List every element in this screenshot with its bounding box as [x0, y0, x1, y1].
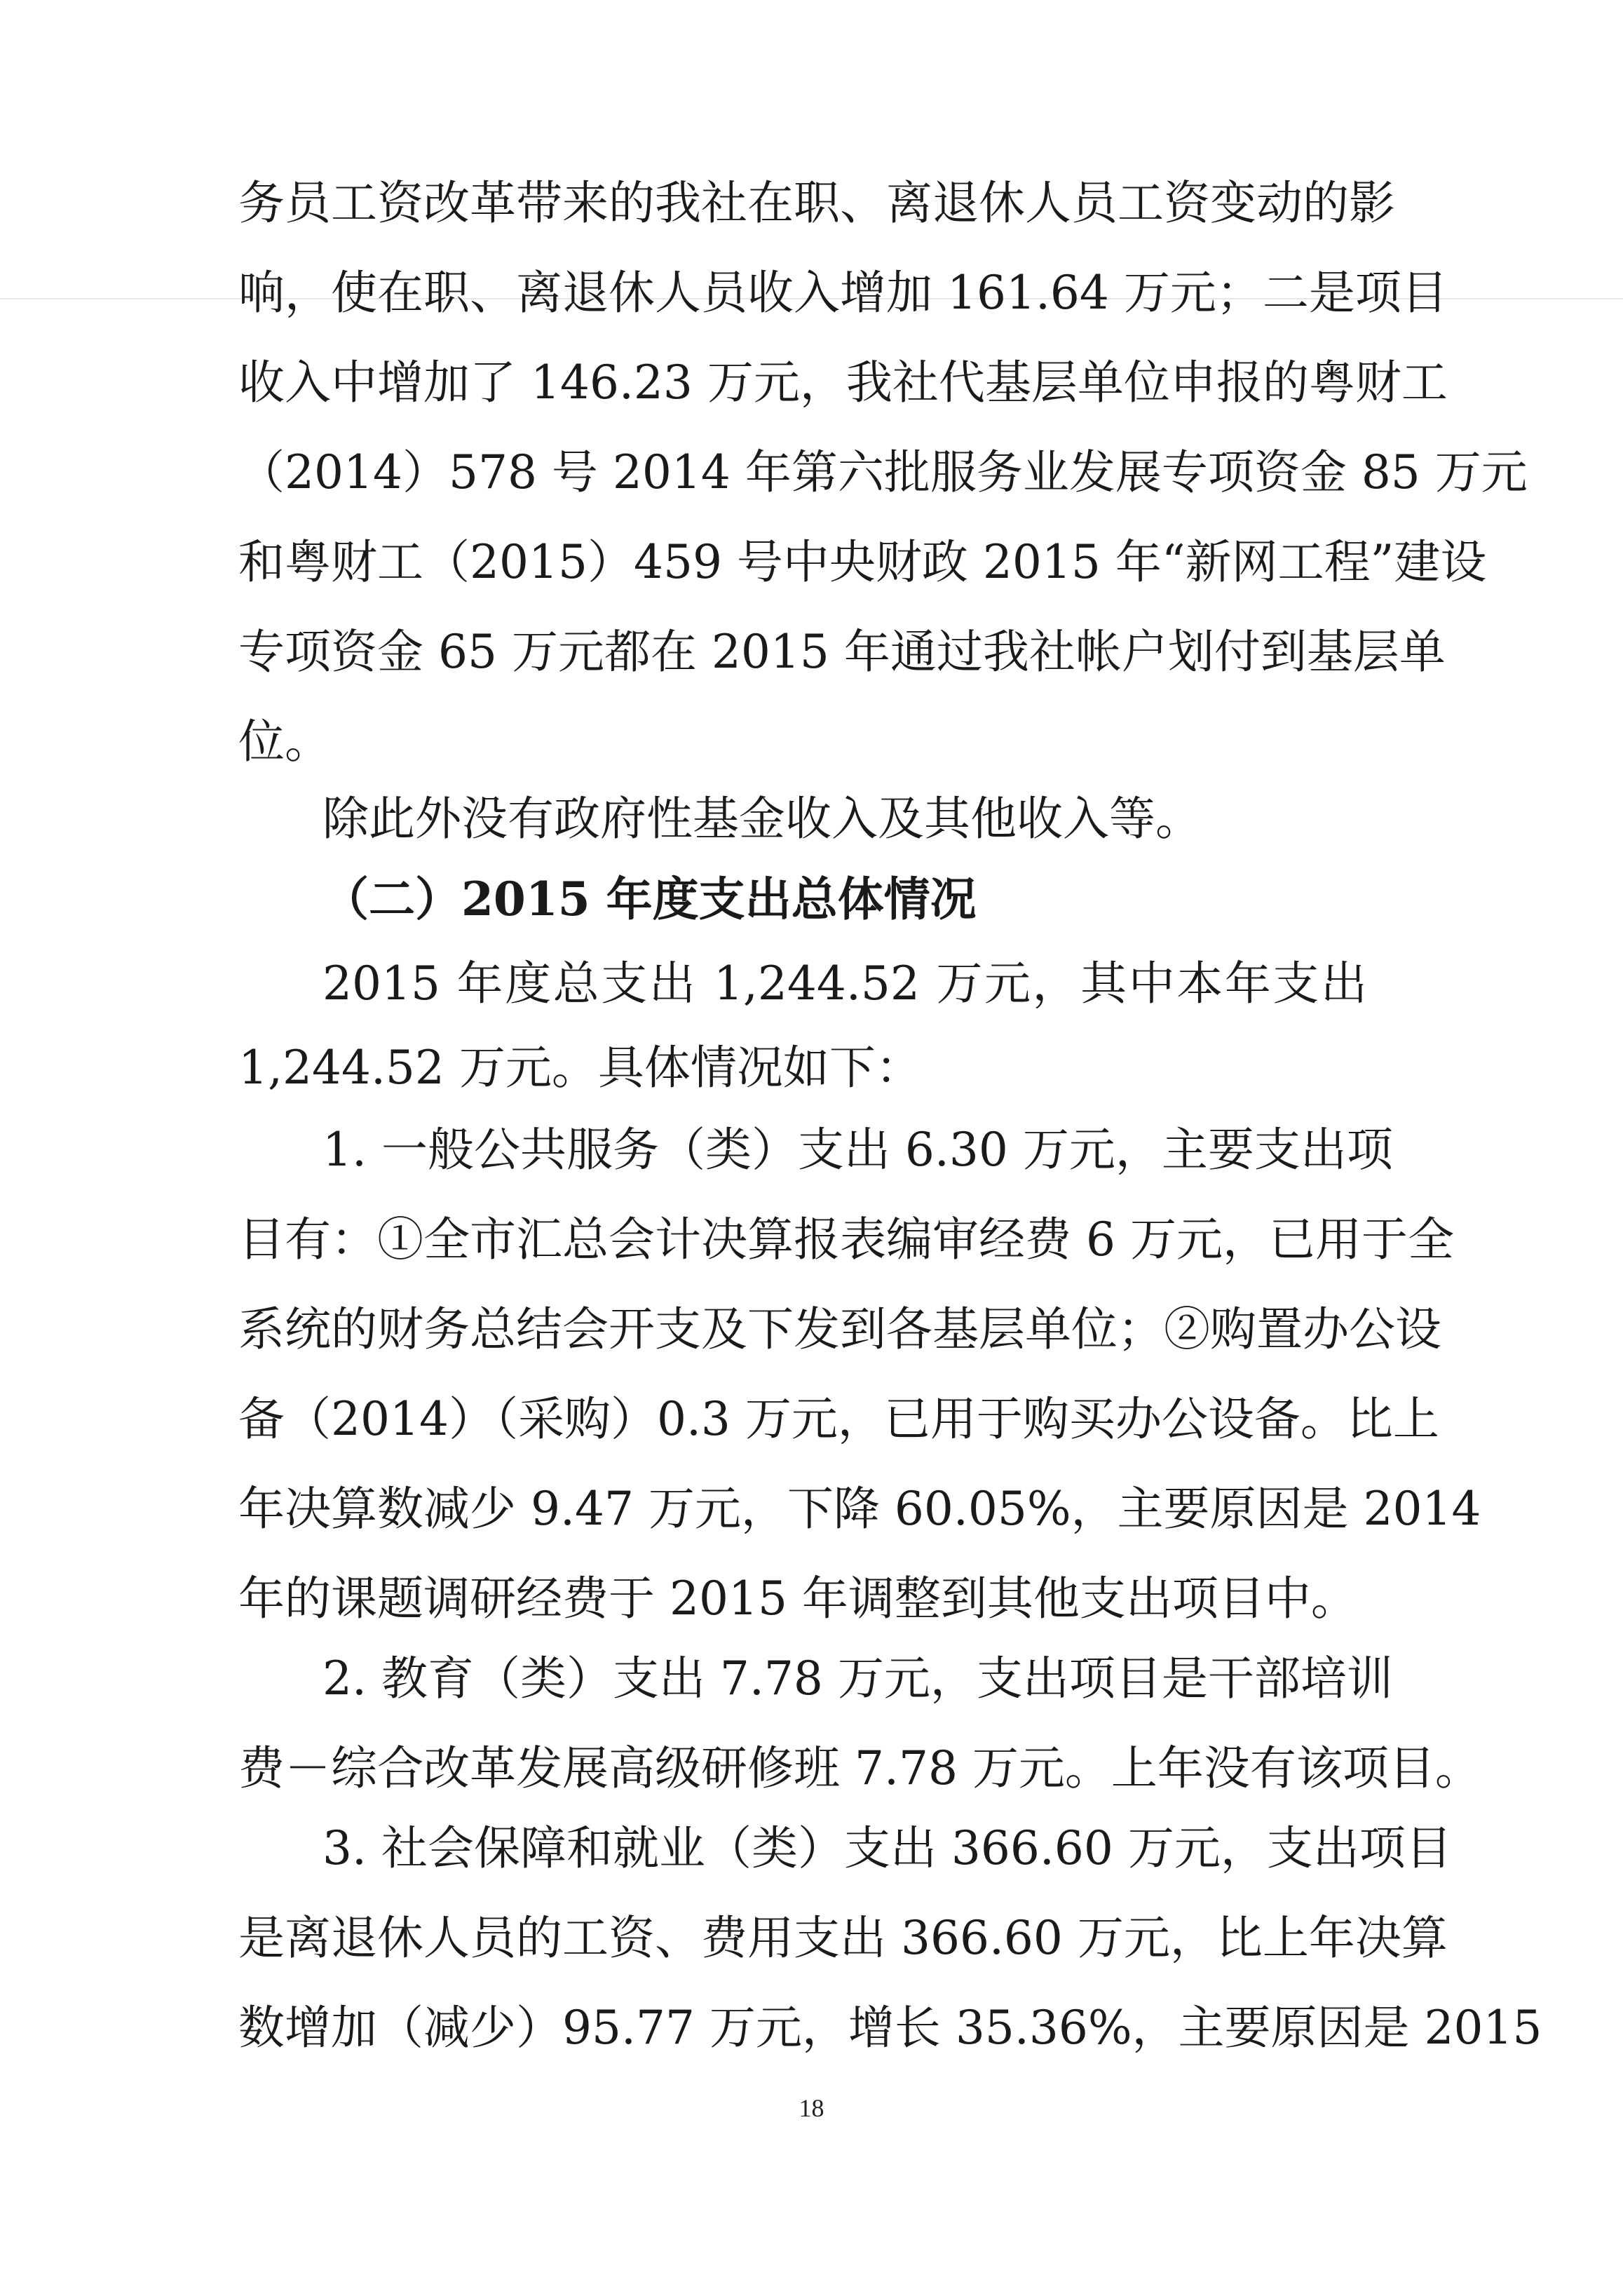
list-item-line: 1. 一般公共服务（类）支出 6.30 万元，主要支出项: [322, 1123, 1393, 1177]
paragraph-line: 收入中增加了 146.23 万元，我社代基层单位申报的粤财工: [238, 356, 1448, 410]
page-number: 18: [799, 2094, 824, 2122]
paragraph-line: 2015 年度总支出 1,244.52 万元，其中本年支出: [322, 957, 1367, 1011]
paragraph-line: 务员工资改革带来的我社在职、离退休人员工资变动的影: [238, 176, 1395, 230]
paragraph-line: 年决算数减少 9.47 万元，下降 60.05%，主要原因是 2014: [238, 1482, 1481, 1536]
paragraph-line: 和粤财工（2015）459 号中央财政 2015 年“新网工程”建设: [238, 535, 1487, 589]
paragraph-line: 是离退休人员的工资、费用支出 366.60 万元，比上年决算: [238, 1911, 1448, 1965]
paragraph-line: 专项资金 65 万元都在 2015 年通过我社帐户划付到基层单: [238, 625, 1446, 679]
paragraph-line: 响，使在职、离退休人员收入增加 161.64 万元；二是项目: [238, 266, 1448, 320]
paragraph-line: 位。: [238, 715, 331, 769]
list-item-line: 2. 教育（类）支出 7.78 万元，支出项目是干部培训: [322, 1652, 1393, 1706]
paragraph-line: 费－综合改革发展高级研修班 7.78 万元。上年没有该项目。: [238, 1741, 1481, 1795]
list-item-line: 3. 社会保障和就业（类）支出 366.60 万元，支出项目: [322, 1821, 1452, 1875]
section-heading: （二）2015 年度支出总体情况: [322, 872, 977, 926]
paragraph-line: 目有：①全市汇总会计决算报表编审经费 6 万元，已用于全: [238, 1213, 1454, 1267]
paragraph-line: 年的课题调研经费于 2015 年调整到其他支出项目中。: [238, 1572, 1357, 1626]
paragraph-line: 备（2014）（采购）0.3 万元，已用于购买办公设备。比上: [238, 1392, 1439, 1446]
paragraph-line: （2014）578 号 2014 年第六批服务业发展专项资金 85 万元: [238, 445, 1528, 499]
paragraph-line: 除此外没有政府性基金收入及其他收入等。: [322, 792, 1202, 846]
paragraph-line: 数增加（减少）95.77 万元，增长 35.36%，主要原因是 2015: [238, 2001, 1542, 2055]
paragraph-line: 1,244.52 万元。具体情况如下：: [238, 1041, 922, 1095]
paragraph-line: 系统的财务总结会开支及下发到各基层单位；②购置办公设: [238, 1302, 1441, 1356]
